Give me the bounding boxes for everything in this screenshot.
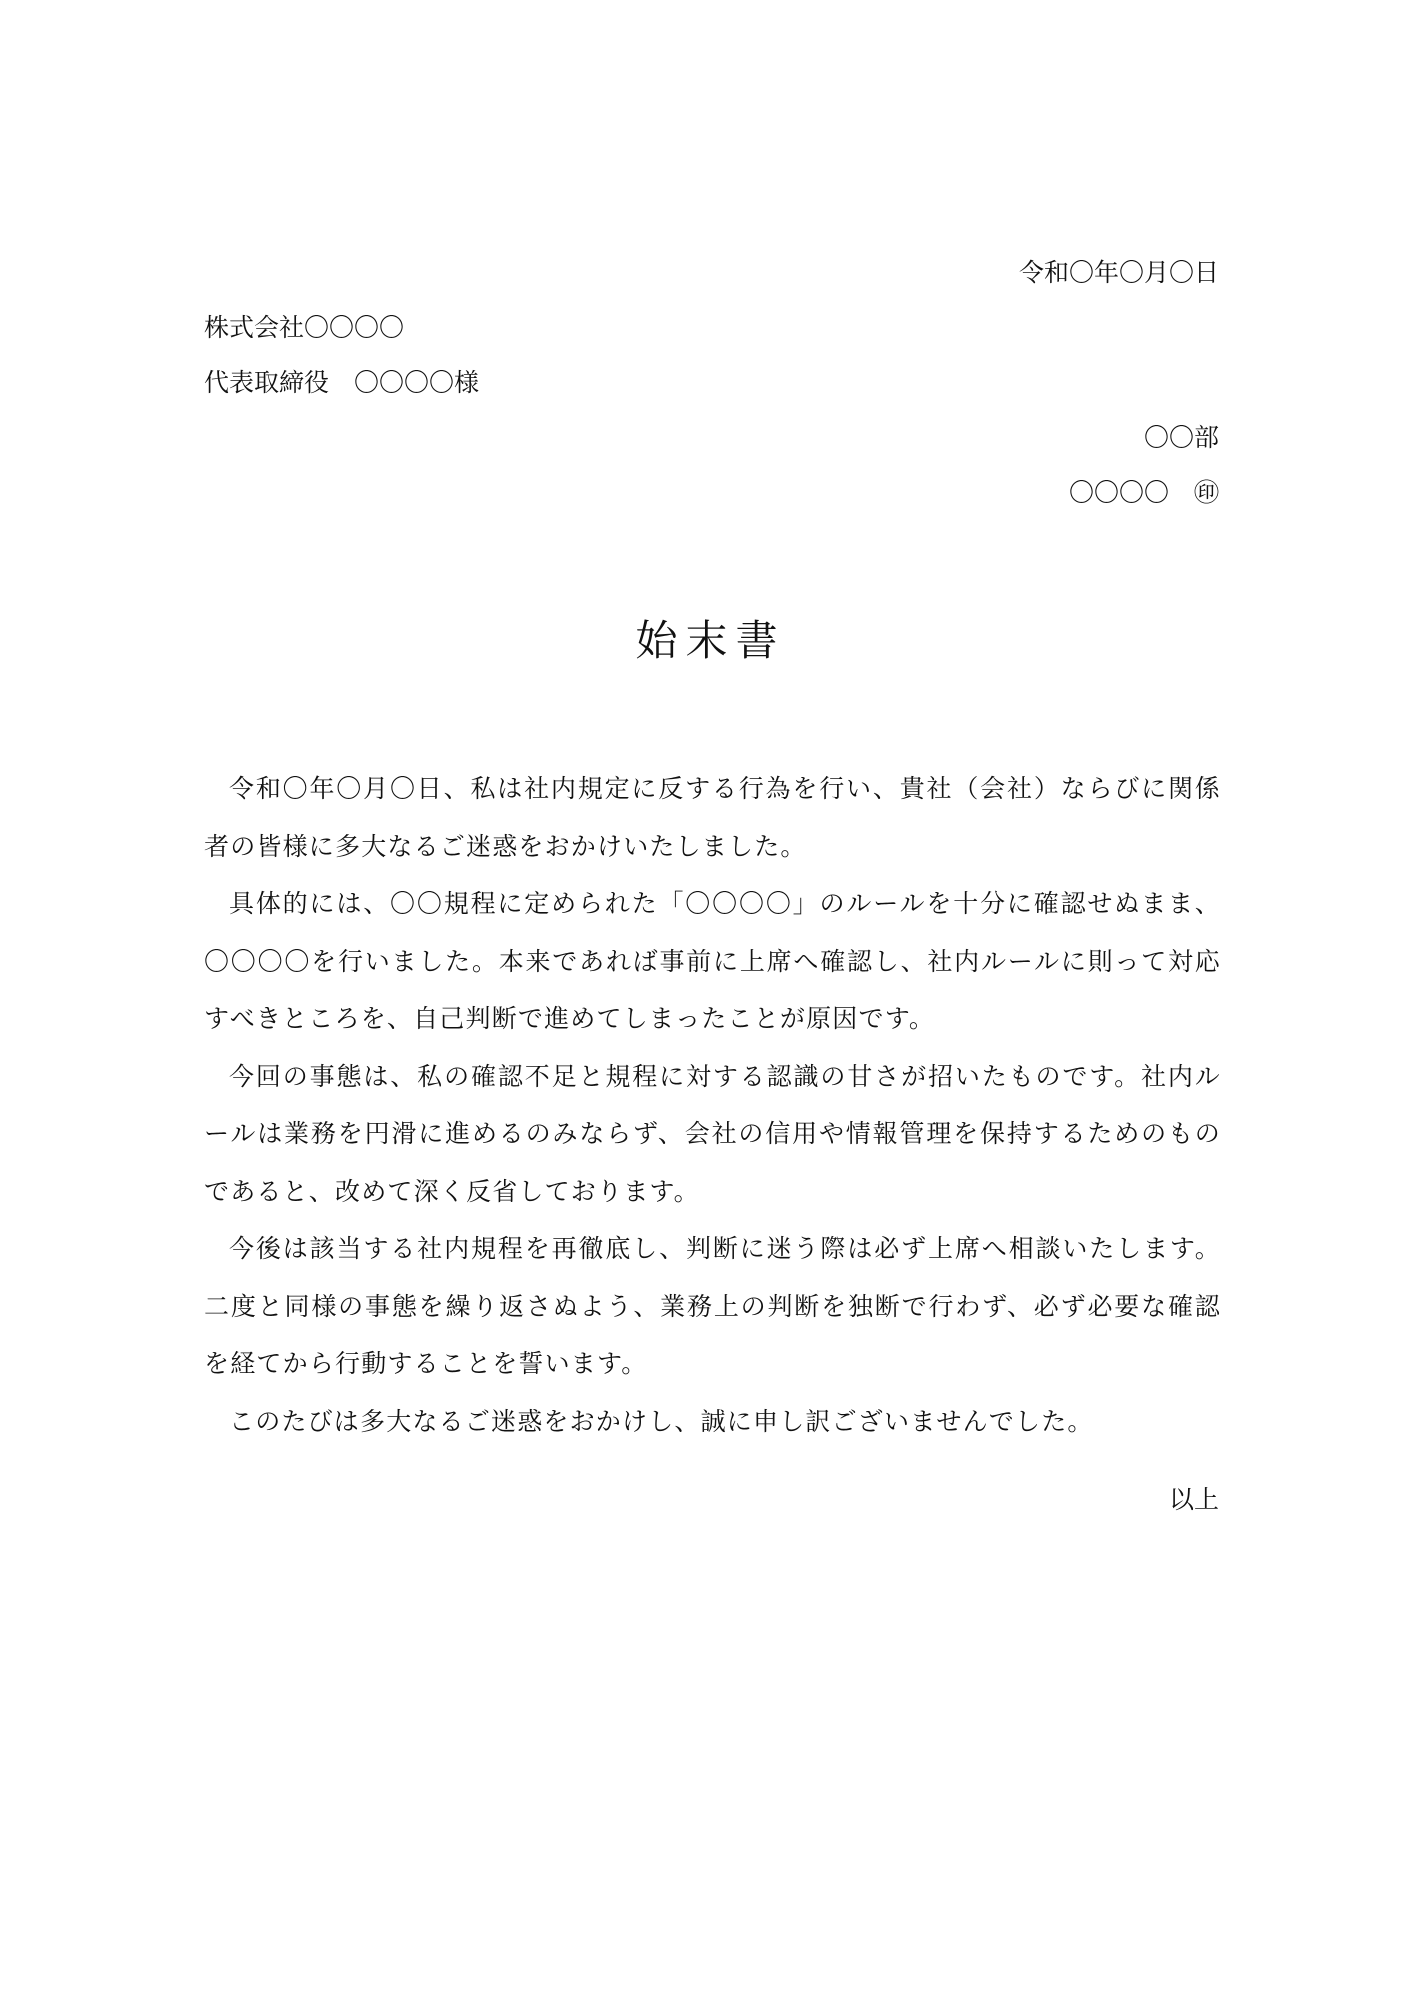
document-body xyxy=(204,760,1221,1450)
closing-mark: 以上 xyxy=(1168,1485,1219,1514)
sender-name-with-seal: 〇〇〇〇 ㊞ xyxy=(1068,478,1219,507)
body-paragraph-3: 今回の事態は、私の確認不足と規程に対する認識の甘さが招いたものです。社内ルールは業務を円滑に進めるのみならず、会社の信用や情報管理を保持するためのものであると、改めて深く反省しております。 xyxy=(204,1061,1221,1206)
document-title: 始末書 xyxy=(635,616,786,665)
sender-department: 〇〇部 xyxy=(1143,423,1219,452)
body-paragraph-1: 令和〇年〇月〇日、私は社内規定に反する行為を行い、貴社（会社）ならびに関係者の皆様に多大なるご迷惑をおかけいたしました。 xyxy=(204,774,1221,861)
recipient-company: 株式会社〇〇〇〇 xyxy=(204,313,405,342)
document-date: 令和〇年〇月〇日 xyxy=(1018,258,1219,287)
recipient-name: 代表取締役 〇〇〇〇様 xyxy=(204,368,480,397)
body-paragraph-4: 今後は該当する社内規程を再徹底し、判断に迷う際は必ず上席へ相談いたします。二度と同様の事態を繰り返さぬよう、業務上の判断を独断で行わず、必ず必要な確認を経てから行動することを誓います。 xyxy=(204,1234,1221,1378)
body-paragraph-5: このたびは多大なるご迷惑をおかけし、誠に申し訳ございませんでした。 xyxy=(229,1406,1094,1436)
body-paragraph-2: 具体的には、〇〇規程に定められた「〇〇〇〇」のルールを十分に確認せぬまま、〇〇〇〇を行いました。本来であれば事前に上席へ確認し、社内ルールに則って対応すべきところを、自己判断で進めてしまったことが原因です。 xyxy=(204,889,1221,1033)
